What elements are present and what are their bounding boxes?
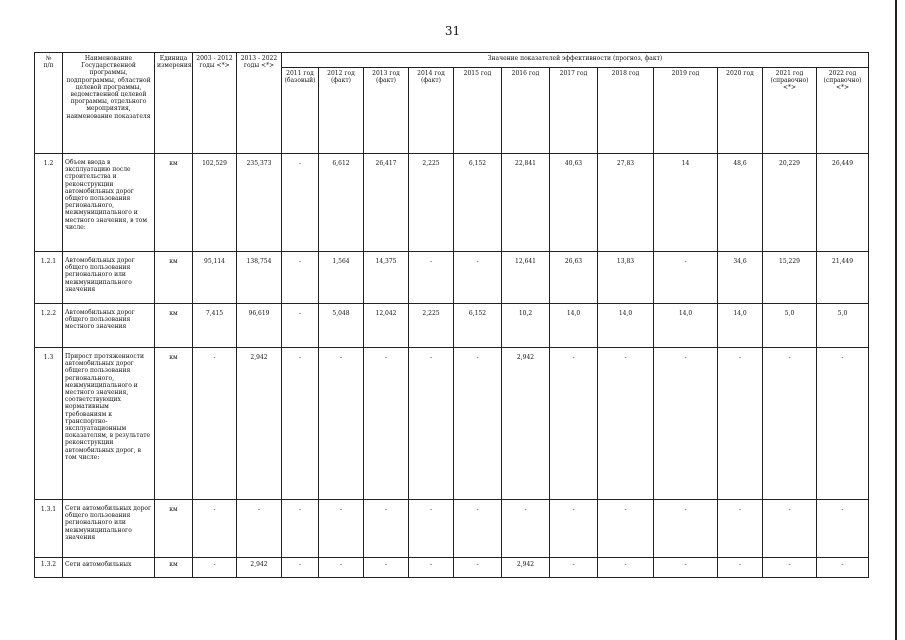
row-value: 5,0 bbox=[817, 304, 869, 348]
row-period-2003: - bbox=[193, 348, 237, 500]
row-value: - bbox=[409, 500, 454, 558]
row-value: 26,449 bbox=[817, 154, 869, 252]
row-value: 5,0 bbox=[763, 304, 817, 348]
row-value: - bbox=[654, 558, 718, 578]
row-value: - bbox=[550, 500, 598, 558]
row-period-2013: 2,942 bbox=[237, 558, 282, 578]
row-value: 2,942 bbox=[502, 348, 550, 500]
row-value: - bbox=[454, 252, 502, 304]
row-value: - bbox=[409, 348, 454, 500]
row-value: 15,229 bbox=[763, 252, 817, 304]
row-value: - bbox=[319, 500, 364, 558]
row-value: - bbox=[364, 500, 409, 558]
row-value: - bbox=[654, 348, 718, 500]
row-name: Сети автомобильных bbox=[63, 558, 155, 578]
row-value: 48,6 bbox=[718, 154, 763, 252]
header-year: 2013 год (факт) bbox=[364, 67, 409, 153]
header-year: 2019 год bbox=[654, 67, 718, 153]
header-period-2003: 2003 - 2012 годы <*> bbox=[193, 53, 237, 154]
row-value: - bbox=[550, 348, 598, 500]
row-value: 40,63 bbox=[550, 154, 598, 252]
header-year: 2011 год (базовый) bbox=[282, 67, 319, 153]
row-value: 6,152 bbox=[454, 154, 502, 252]
row-value: - bbox=[598, 500, 654, 558]
row-value: 6,152 bbox=[454, 304, 502, 348]
table-row bbox=[35, 558, 869, 578]
table-row bbox=[35, 252, 869, 304]
row-value: 14 bbox=[654, 154, 718, 252]
row-period-2003: 7,415 bbox=[193, 304, 237, 348]
header-year: 2020 год bbox=[718, 67, 763, 153]
header-year: 2012 год (факт) bbox=[319, 67, 364, 153]
row-value: - bbox=[598, 558, 654, 578]
header-year: 2014 год (факт) bbox=[409, 67, 454, 153]
row-name: Сети автомобильных дорог общего пользования регионального или межмуниципального значения bbox=[63, 500, 155, 558]
row-value: - bbox=[718, 558, 763, 578]
row-code: 1.3 bbox=[35, 348, 63, 500]
row-value: 2,225 bbox=[409, 154, 454, 252]
row-period-2003: 102,529 bbox=[193, 154, 237, 252]
row-value: 2,942 bbox=[502, 558, 550, 578]
row-code: 1.3.1 bbox=[35, 500, 63, 558]
row-name: Автомобильных дорог общего пользования местного значения bbox=[63, 304, 155, 348]
page-edge-line bbox=[895, 0, 897, 640]
row-value: - bbox=[409, 252, 454, 304]
row-unit: км bbox=[155, 558, 193, 578]
row-value: 10,2 bbox=[502, 304, 550, 348]
header-year: 2018 год bbox=[598, 67, 654, 153]
row-value: 26,417 bbox=[364, 154, 409, 252]
row-value: 2,225 bbox=[409, 304, 454, 348]
row-name: Автомобильных дорог общего пользования регионального или межмуниципального значения bbox=[63, 252, 155, 304]
row-value: 34,6 bbox=[718, 252, 763, 304]
row-value: 20,229 bbox=[763, 154, 817, 252]
row-period-2013: 2,942 bbox=[237, 348, 282, 500]
row-value: - bbox=[718, 348, 763, 500]
row-value: 14,0 bbox=[718, 304, 763, 348]
row-period-2003: - bbox=[193, 500, 237, 558]
performance-indicators-table bbox=[34, 52, 869, 578]
header-year: 2021 год (справочно) <*> bbox=[763, 67, 817, 153]
header-year: 2016 год bbox=[502, 67, 550, 153]
row-value: 22,841 bbox=[502, 154, 550, 252]
row-value: - bbox=[364, 558, 409, 578]
row-period-2013: 96,619 bbox=[237, 304, 282, 348]
row-code: 1.2.1 bbox=[35, 252, 63, 304]
table-row bbox=[35, 304, 869, 348]
row-unit: км bbox=[155, 252, 193, 304]
row-value: - bbox=[763, 348, 817, 500]
row-value: - bbox=[763, 500, 817, 558]
header-number: № п/п bbox=[35, 53, 63, 154]
header-row-top bbox=[35, 53, 869, 68]
row-value: - bbox=[282, 154, 319, 252]
row-code: 1.2.2 bbox=[35, 304, 63, 348]
row-value: - bbox=[817, 500, 869, 558]
row-value: - bbox=[364, 348, 409, 500]
row-value: - bbox=[282, 304, 319, 348]
header-group: Значение показателей эффективности (прогноз, факт) bbox=[282, 53, 869, 68]
row-value: - bbox=[282, 558, 319, 578]
row-name: Прирост протяженности автомобильных дорог общего пользования регионального, межмуниципального и местного значения, соответствующих нормативным требованиям к транспортно-эксплуатационным показателям, в результате реконструкции автомобильных дорог, в том числе: bbox=[63, 348, 155, 500]
header-name: Наименование Государственной программы, подпрограммы, областной целевой программы, ведомственной целевой программы, отдельного мероприятия, наименование показателя bbox=[63, 53, 155, 154]
row-value: - bbox=[654, 252, 718, 304]
row-value: 14,0 bbox=[654, 304, 718, 348]
row-value: - bbox=[454, 348, 502, 500]
row-value: 6,612 bbox=[319, 154, 364, 252]
row-value: - bbox=[319, 348, 364, 500]
table-row bbox=[35, 500, 869, 558]
row-unit: км bbox=[155, 348, 193, 500]
row-value: - bbox=[282, 348, 319, 500]
row-value: - bbox=[454, 500, 502, 558]
table-row bbox=[35, 348, 869, 500]
row-value: 26,63 bbox=[550, 252, 598, 304]
row-name: Объем ввода в эксплуатацию после строительства и реконструкции автомобильных дорог общего пользования регионального, межмуниципального и местного значения, в том числе: bbox=[63, 154, 155, 252]
row-value: - bbox=[319, 558, 364, 578]
row-value: 5,048 bbox=[319, 304, 364, 348]
row-value: - bbox=[817, 348, 869, 500]
row-value: 27,83 bbox=[598, 154, 654, 252]
row-value: - bbox=[454, 558, 502, 578]
row-value: 14,0 bbox=[598, 304, 654, 348]
row-period-2003: - bbox=[193, 558, 237, 578]
row-value: - bbox=[763, 558, 817, 578]
row-unit: км bbox=[155, 500, 193, 558]
header-period-2013: 2013 - 2022 годы <*> bbox=[237, 53, 282, 154]
header-year: 2015 год bbox=[454, 67, 502, 153]
row-value: - bbox=[598, 348, 654, 500]
row-period-2003: 95,114 bbox=[193, 252, 237, 304]
row-value: 12,042 bbox=[364, 304, 409, 348]
header-unit: Единица измерения bbox=[155, 53, 193, 154]
table-row bbox=[35, 154, 869, 252]
header-year: 2017 год bbox=[550, 67, 598, 153]
row-period-2013: - bbox=[237, 500, 282, 558]
row-code: 1.2 bbox=[35, 154, 63, 252]
row-value: - bbox=[817, 558, 869, 578]
row-value: - bbox=[409, 558, 454, 578]
row-period-2013: 235,373 bbox=[237, 154, 282, 252]
row-value: - bbox=[550, 558, 598, 578]
row-value: 14,0 bbox=[550, 304, 598, 348]
row-value: - bbox=[282, 252, 319, 304]
row-value: 1,564 bbox=[319, 252, 364, 304]
row-value: 14,375 bbox=[364, 252, 409, 304]
row-value: - bbox=[282, 500, 319, 558]
row-period-2013: 138,754 bbox=[237, 252, 282, 304]
row-value: - bbox=[718, 500, 763, 558]
row-value: 13,83 bbox=[598, 252, 654, 304]
row-value: - bbox=[654, 500, 718, 558]
row-unit: км bbox=[155, 154, 193, 252]
page-number: 31 bbox=[444, 24, 461, 38]
row-value: 12,641 bbox=[502, 252, 550, 304]
row-value: 21,449 bbox=[817, 252, 869, 304]
row-code: 1.3.2 bbox=[35, 558, 63, 578]
header-year: 2022 год (справочно) <*> bbox=[817, 67, 869, 153]
row-value: - bbox=[502, 500, 550, 558]
row-unit: км bbox=[155, 304, 193, 348]
